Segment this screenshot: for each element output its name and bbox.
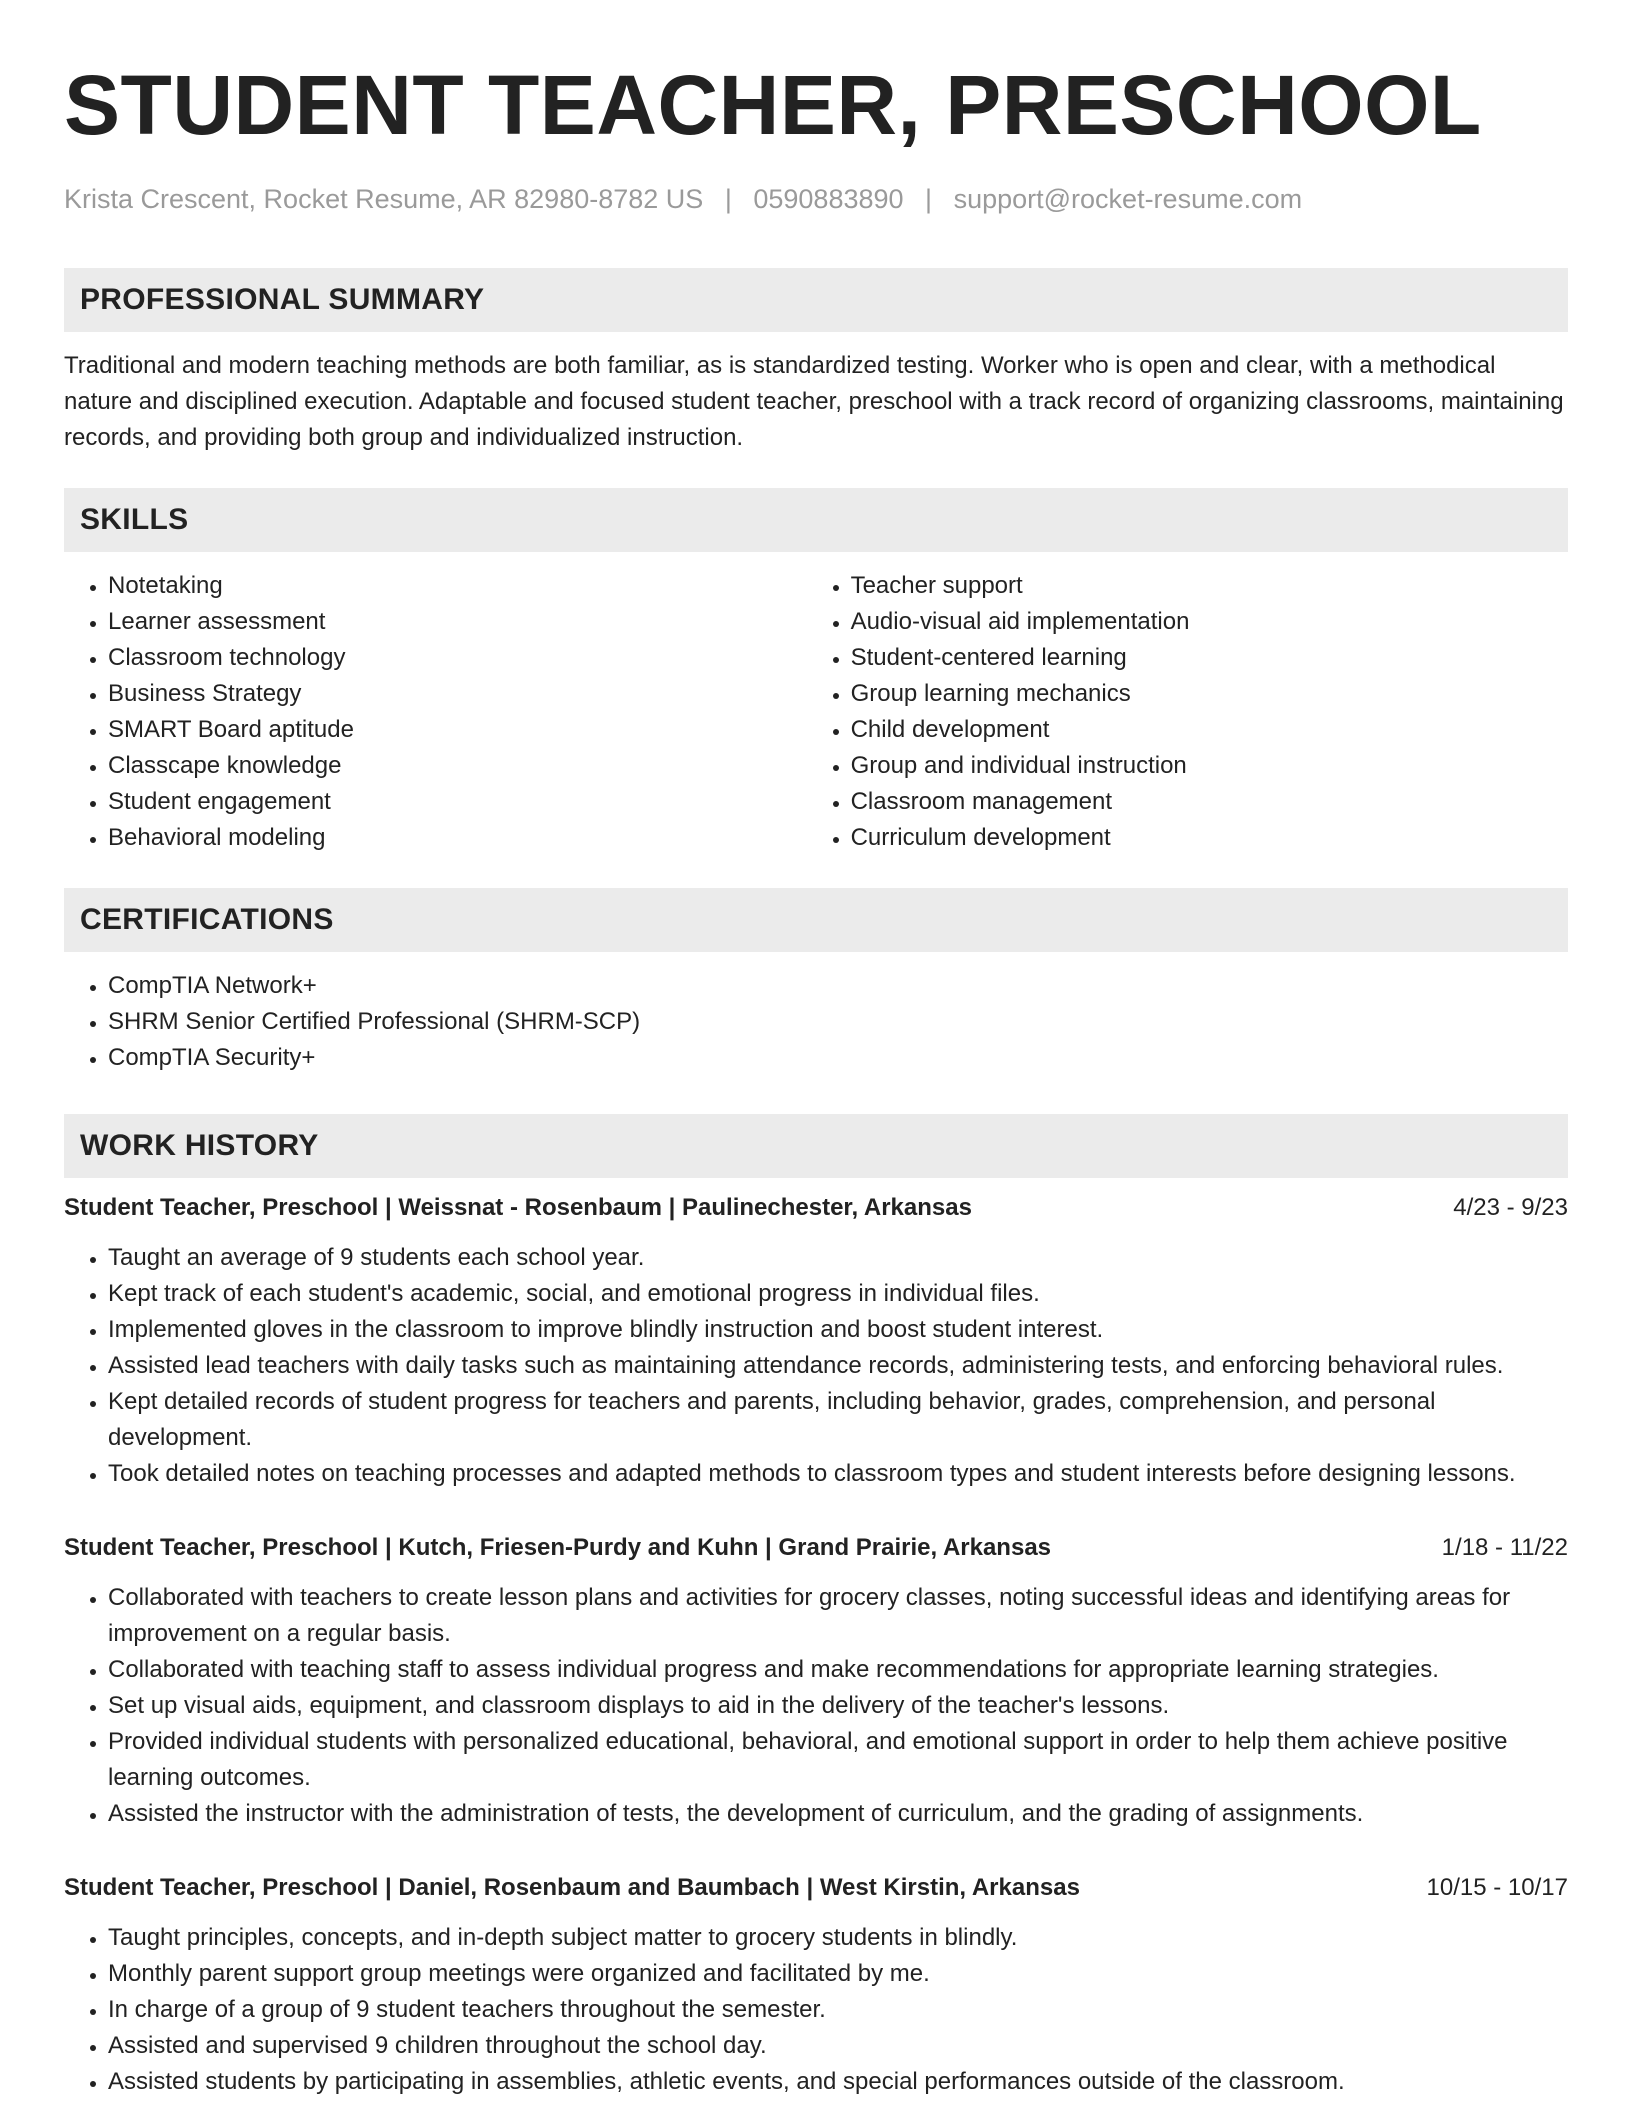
section-heading-certifications: CERTIFICATIONS — [64, 888, 1568, 952]
job-bullet: • Kept detailed records of student progress for teachers and parents, including behavior, grades, comprehension, and personal development. — [108, 1384, 1568, 1456]
job-bullet: • Collaborated with teaching staff to assess individual progress and make recommendations for appropriate learning strategies. — [108, 1652, 1568, 1688]
certification-item: • CompTIA Security+ — [108, 1040, 1568, 1076]
job-bullet: • Assisted lead teachers with daily tasks such as maintaining attendance records, administering tests, and enforcing behavioral rules. — [108, 1348, 1568, 1384]
certifications-list — [64, 968, 1568, 1076]
section-heading-summary: PROFESSIONAL SUMMARY — [64, 268, 1568, 332]
skill-item: • Classcape knowledge — [108, 748, 807, 784]
job-bullet: • Implemented gloves in the classroom to improve blindly instruction and boost student interest. — [108, 1312, 1568, 1348]
job-entry — [64, 1530, 1568, 1832]
skill-item: • Classroom technology — [108, 640, 807, 676]
skill-item: • Teacher support — [851, 568, 1568, 604]
job-header — [64, 1530, 1568, 1566]
skill-item: • Child development — [851, 712, 1568, 748]
certification-item: • SHRM Senior Certified Professional (SHRM-SCP) — [108, 1004, 1568, 1040]
skill-item: • Business Strategy — [108, 676, 807, 712]
job-bullet: • Taught an average of 9 students each school year. — [108, 1240, 1568, 1276]
job-title: Student Teacher, Preschool | Daniel, Rosenbaum and Baumbach | West Kirstin, Arkansas — [64, 1874, 1080, 1901]
job-header — [64, 1870, 1568, 1906]
certification-item: • CompTIA Network+ — [108, 968, 1568, 1004]
job-bullets — [64, 1580, 1568, 1832]
job-bullet: • Assisted and supervised 9 children throughout the school day. — [108, 2028, 1568, 2064]
skill-item: • Curriculum development — [851, 820, 1568, 856]
contact-line — [64, 182, 1568, 216]
job-bullet: • Monthly parent support group meetings were organized and facilitated by me. — [108, 1956, 1568, 1992]
skill-item: • Student-centered learning — [851, 640, 1568, 676]
job-bullet: • Kept track of each student's academic, social, and emotional progress in individual files. — [108, 1276, 1568, 1312]
contact-separator: | — [925, 184, 933, 214]
job-entry — [64, 1190, 1568, 1492]
skill-item: • Group learning mechanics — [851, 676, 1568, 712]
job-bullet: • In charge of a group of 9 student teachers throughout the semester. — [108, 1992, 1568, 2028]
job-title: Student Teacher, Preschool | Weissnat - Rosenbaum | Paulinechester, Arkansas — [64, 1194, 972, 1221]
contact-address: Krista Crescent, Rocket Resume, AR 82980-8782 US — [64, 184, 704, 214]
section-heading-skills: SKILLS — [64, 488, 1568, 552]
section-heading-work-history: WORK HISTORY — [64, 1114, 1568, 1178]
skill-item: • Student engagement — [108, 784, 807, 820]
job-bullets — [64, 1240, 1568, 1492]
skill-item: • Notetaking — [108, 568, 807, 604]
contact-phone: 0590883890 — [753, 184, 904, 214]
skill-item: • Audio-visual aid implementation — [851, 604, 1568, 640]
job-bullet: • Collaborated with teachers to create lesson plans and activities for grocery classes, noting successful ideas and identifying areas for improvement on a regular basis. — [108, 1580, 1568, 1652]
skill-item: • Behavioral modeling — [108, 820, 807, 856]
job-bullet: • Assisted students by participating in assemblies, athletic events, and special performances outside of the classroom. — [108, 2064, 1568, 2100]
page-title: STUDENT TEACHER, PRESCHOOL — [64, 58, 1482, 152]
job-dates: 1/18 - 11/22 — [1441, 1534, 1568, 1561]
job-bullet: • Provided individual students with personalized educational, behavioral, and emotional support in order to help them achieve positive learning outcomes. — [108, 1724, 1568, 1796]
skill-item: • SMART Board aptitude — [108, 712, 807, 748]
skill-item: • Learner assessment — [108, 604, 807, 640]
contact-email: support@rocket-resume.com — [953, 184, 1303, 214]
skills-list-left — [64, 568, 807, 856]
skill-item: • Group and individual instruction — [851, 748, 1568, 784]
job-title: Student Teacher, Preschool | Kutch, Friesen-Purdy and Kuhn | Grand Prairie, Arkansas — [64, 1534, 1052, 1561]
skills-list-right — [807, 568, 1568, 856]
job-dates: 4/23 - 9/23 — [1453, 1194, 1568, 1221]
skill-item: • Classroom management — [851, 784, 1568, 820]
summary-text: Traditional and modern teaching methods are both familiar, as is standardized testing. Worker who is open and clear, with a methodical nature and disciplined execution. Adaptable and focused student teacher, preschool with a track record of organizing classrooms, maintaining records, and providing both group and individualized instruction. — [64, 352, 1564, 451]
job-header — [64, 1190, 1568, 1226]
job-bullet: • Set up visual aids, equipment, and classroom displays to aid in the delivery of the teacher's lessons. — [108, 1688, 1568, 1724]
contact-separator: | — [724, 184, 732, 214]
job-bullets — [64, 1920, 1568, 2100]
job-bullet: • Assisted the instructor with the administration of tests, the development of curriculum, and the grading of assignments. — [108, 1796, 1568, 1832]
job-bullet: • Taught principles, concepts, and in-depth subject matter to grocery students in blindly. — [108, 1920, 1568, 1956]
job-entry — [64, 1870, 1568, 2100]
skills-columns — [64, 568, 1568, 856]
job-bullet: • Took detailed notes on teaching processes and adapted methods to classroom types and student interests before designing lessons. — [108, 1456, 1568, 1492]
job-dates: 10/15 - 10/17 — [1426, 1874, 1568, 1901]
